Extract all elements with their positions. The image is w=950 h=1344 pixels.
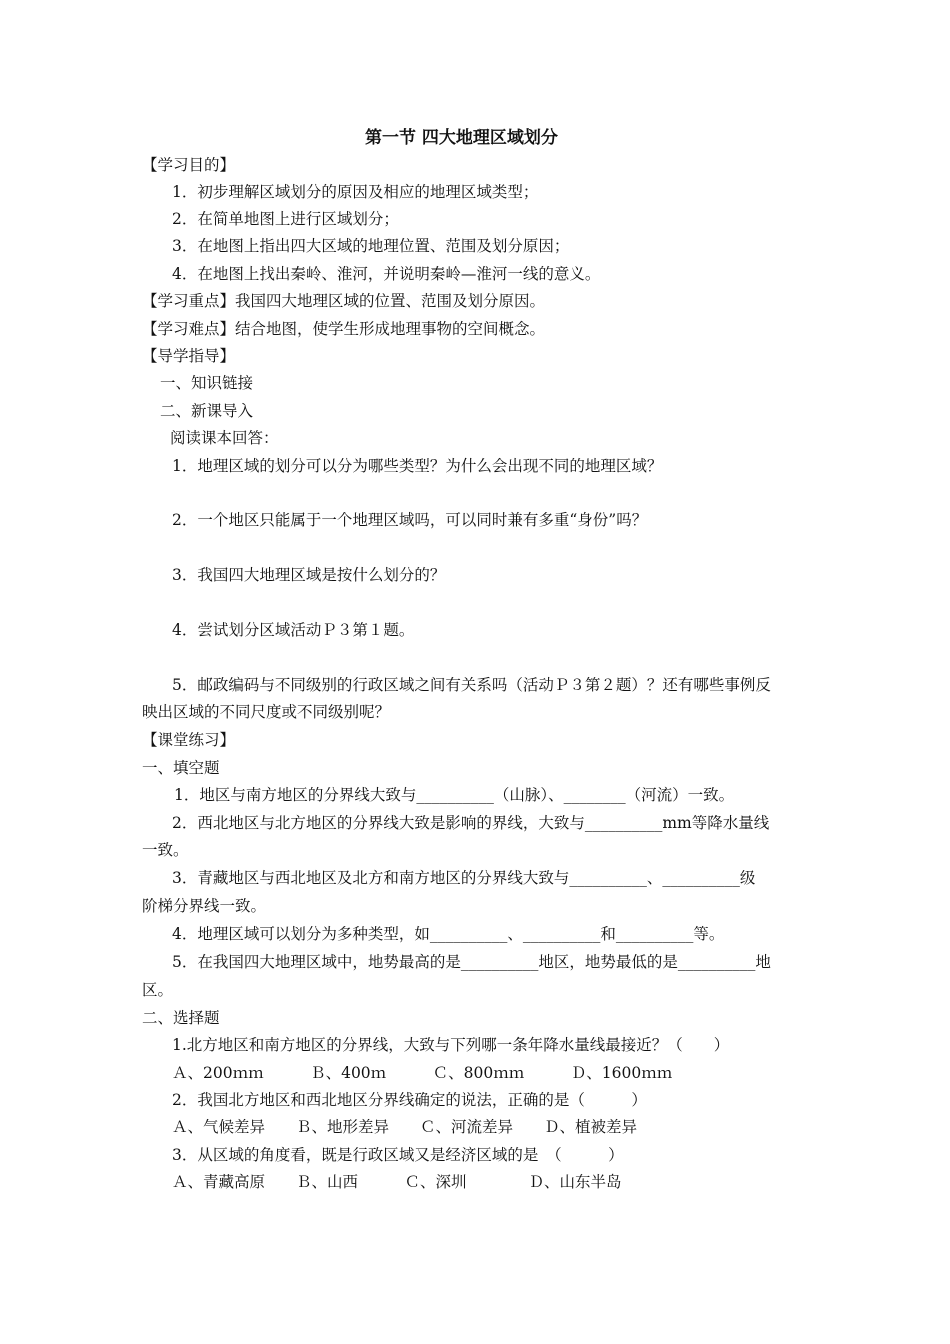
choice-question: 2．我国北方地区和西北地区分界线确定的说法，正确的是（ ） (172, 1091, 647, 1109)
choice-options: Ａ、青藏高原 Ｂ、山西 Ｃ、深圳 Ｄ、山东半岛 (172, 1173, 622, 1191)
fill-blank-item: 1．地区与南方地区的分界线大致与__________（山脉）、________（河流）一致。 (174, 786, 735, 804)
focus-line: 【学习重点】我国四大地理区域的位置、范围及划分原因。 (142, 292, 546, 310)
choice-options: Ａ、气候差异 Ｂ、地形差异 Ｃ、河流差异 Ｄ、植被差异 (172, 1118, 638, 1136)
page-title: 第一节 四大地理区域划分 (365, 128, 558, 148)
objective-item: 3．在地图上指出四大区域的地理位置、范围及划分原因； (172, 237, 570, 255)
guide-header: 【导学指导】 (142, 347, 236, 365)
knowledge-link-heading: 一、知识链接 (160, 374, 254, 392)
fill-blank-continuation: 阶梯分界线一致。 (142, 897, 267, 915)
guide-question-continuation: 映出区域的不同尺度或不同级别呢？ (142, 703, 391, 721)
practice-header: 【课堂练习】 (142, 731, 236, 749)
guide-question: 2．一个地区只能属于一个地理区域吗，可以同时兼有多重“身份”吗？ (172, 511, 648, 529)
objective-item: 4．在地图上找出秦岭、淮河，并说明秦岭—淮河一线的意义。 (172, 265, 601, 283)
objective-item: 1．初步理解区域划分的原因及相应的地理区域类型； (172, 183, 539, 201)
fill-blank-heading: 一、填空题 (142, 759, 220, 777)
choice-question: 1.北方地区和南方地区的分界线，大致与下列哪一条年降水量线最接近？（ ） (172, 1036, 730, 1054)
guide-question: 5．邮政编码与不同级别的行政区域之间有关系吗（活动Ｐ３第２题）？还有哪些事例反 (172, 676, 771, 694)
fill-blank-item: 3．青藏地区与西北地区及北方和南方地区的分界线大致与__________、__________级 (172, 869, 756, 887)
fill-blank-item: 4．地理区域可以划分为多种类型，如__________、__________和__________等。 (172, 925, 725, 943)
reading-prompt: 阅读课本回答： (170, 429, 279, 447)
choice-heading: 二、选择题 (142, 1009, 220, 1027)
guide-question: 1．地理区域的划分可以分为哪些类型？为什么会出现不同的地理区域？ (172, 457, 663, 475)
new-lesson-heading: 二、新课导入 (160, 402, 254, 420)
guide-question: 3．我国四大地理区域是按什么划分的？ (172, 566, 446, 584)
fill-blank-continuation: 区。 (142, 981, 174, 999)
guide-question: 4．尝试划分区域活动Ｐ３第１题。 (172, 621, 415, 639)
difficulty-line: 【学习难点】结合地图，使学生形成地理事物的空间概念。 (142, 320, 546, 338)
choice-question: 3．从区域的角度看，既是行政区域又是经济区域的是 （ ） (172, 1146, 624, 1164)
fill-blank-item: 5．在我国四大地理区域中，地势最高的是__________地区，地势最低的是__________地 (172, 953, 771, 971)
choice-options: Ａ、200ｍｍ Ｂ、400ｍ Ｃ、800ｍｍ Ｄ、1600ｍｍ (172, 1064, 673, 1082)
objectives-header: 【学习目的】 (142, 156, 236, 174)
fill-blank-item: 2．西北地区与北方地区的分界线大致是影响的界线，大致与__________mm等降水量线 (172, 814, 770, 832)
objective-item: 2．在简单地图上进行区域划分； (172, 210, 399, 228)
fill-blank-continuation: 一致。 (142, 841, 189, 859)
